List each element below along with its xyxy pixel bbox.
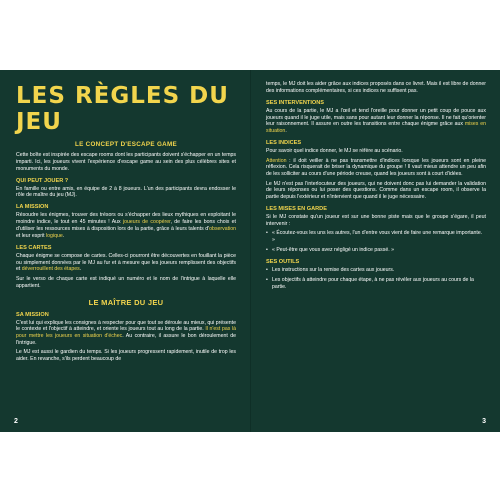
outils-heading: SES OUTILS: [266, 258, 300, 265]
mission-heading: LA MISSION: [16, 204, 49, 211]
highlight-attention: Attention: [266, 157, 287, 164]
left-page: [16, 78, 236, 414]
mj-text-2: Le MJ est aussi le gardien du temps. Si les joueurs progressent rapidement, inutile de trop les aider. En revanche, s'ils perdent beaucoup de: [16, 349, 236, 363]
garde-heading: LES MISES EN GARDE: [266, 206, 327, 213]
page-number-left: 2: [14, 418, 18, 425]
list-item: • Les instructions sur la remise des cartes aux joueurs.: [266, 267, 486, 274]
list-item: • « Écoutez-vous les uns les autres, l'un d'entre vous vient de faire une remarque importante. »: [266, 230, 486, 244]
garde-text: Si le MJ constate qu'un joueur est sur une bonne piste mais que le groupe s'égare, il peut intervenir :: [266, 214, 486, 228]
indices-text-2: Attention : il doit veiller à ne pas transmettre d'indices lorsque les joueurs sont en pleine réflexion. Cela risquerait de briser la dynamique du groupe ! Il vaut mieux attendre un peu afin de les solliciter au cours d'une période creuse, quand les joueurs sont à court d'idées.: [266, 157, 486, 178]
mj-title: LE MAÎTRE DU JEU: [88, 297, 164, 307]
sa-mission-heading: SA MISSION: [16, 311, 49, 318]
cartes-text: Chaque énigme se compose de cartes. Celles-ci pourront être découvertes en fouillant la pièce ou simplement données par le MJ au fur et à mesure que les joueurs remplissent des objectifs et déverrouillent des étapes.: [16, 252, 236, 273]
highlight-observation: observation: [209, 226, 236, 233]
indices-heading: LES INDICES: [266, 140, 302, 147]
highlight-logique: logique: [46, 232, 63, 239]
page-gutter: [250, 70, 251, 432]
indices-text-3: Le MJ n'est pas l'interlocuteur des joueurs, qui ne doivent donc pas lui demander la validation de leurs réponses ou lui poser des questions. Comme dans un escape room, il observe la partie depuis l'extérieur et n'intervient que quand il le juge nécessaire.: [266, 180, 486, 201]
highlight-echec: Il n'est pas là pour mettre les joueurs en situation d'échec: [16, 326, 236, 340]
garde-list: [266, 230, 486, 254]
interventions-text: Au cours de la partie, le MJ a l'œil et tend l'oreille pour donner un petit coup de pouce aux joueurs quand il le juge utile, mais sans pour autant leur donner la réponse. Il ne fait qu'orienter leur raisonnement. Il assure en outre les transitions entre chaque énigme grâce aux mises en situation.: [266, 107, 486, 135]
sa-mission-text: C'est lui qui explique les consignes à respecter pour que tout se déroule au mieux, qui présente le contexte et l'objectif à atteindre, et oriente les joueurs tout au long de la partie. Il n'est pas là pour mettre les joueurs en situation d'échec. Au contraire, il assure le bon déroulement de l'intrigue.: [16, 319, 236, 347]
outils-list: [266, 267, 486, 291]
right-page: [266, 78, 486, 414]
indices-text-1: Pour savoir quel indice donner, le MJ se réfère au scénario.: [266, 148, 403, 155]
highlight-cooperer: joueurs de coopérer: [122, 219, 171, 226]
intro-text: temps, le MJ doit les aider grâce aux indices proposés dans ce livret. Mais il est libre de donner des informations complémentaires, si ces indices ne suffisent pas.: [266, 81, 486, 94]
qui-heading: QUI PEUT JOUER ?: [16, 177, 69, 184]
cartes-heading: LES CARTES: [16, 244, 52, 251]
page-number-right: 3: [482, 418, 486, 425]
interventions-heading: SES INTERVENTIONS: [266, 99, 325, 106]
qui-text: En famille ou entre amis, en équipe de 2 à 8 joueurs. L'un des participants devra endosser le rôle de maître du jeu (MJ).: [16, 185, 236, 199]
highlight-mises-en-situation: mises en situation: [266, 121, 486, 135]
list-item: • Les objectifs à atteindre pour chaque étape, à ne pas révéler aux joueurs au cours de la partie.: [266, 277, 486, 291]
mission-text: Résoudre les énigmes, trouver des trésors ou s'échapper des lieux mythiques en exploitant le moindre indice, le tout en 45 minutes ! Aux joueurs de coopérer, de faire les bons choix et d'utiliser les ressources mises à disposition lors de la partie, grâce à leurs talents d'observation et leur esprit logique.: [16, 212, 236, 239]
list-item: • « Peut-être que vous avez négligé un indice passé. »: [266, 247, 486, 254]
page-title: LES RÈGLES DU JEU: [16, 83, 229, 135]
concept-text: Cette boîte est inspirée des escape rooms dont les participants doivent s'échapper en un temps imparti. Ici, les joueurs vivent l'expérience d'escape game au sein des plus célèbres sites et monuments du monde.: [16, 152, 236, 172]
cartes-text-2: Sur le verso de chaque carte est indiqué un numéro et le nom de l'intrigue à laquelle elle appartient.: [16, 275, 236, 289]
highlight-deverrouillent: déverrouillent des étapes: [21, 266, 80, 273]
book-spread: [0, 70, 500, 432]
concept-title: LE CONCEPT D'ESCAPE GAME: [74, 141, 178, 148]
